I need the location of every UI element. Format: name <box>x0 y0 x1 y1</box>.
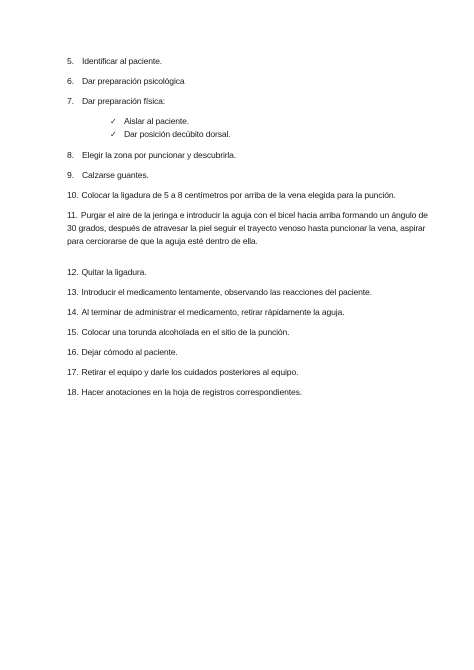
step-text: Quitar la ligadura. <box>81 267 147 277</box>
step-6 <box>67 75 184 88</box>
step-9 <box>67 169 149 182</box>
step-text: Colocar la ligadura de 5 a 8 centímetros por arriba de la vena elegida para la punción. <box>81 190 396 200</box>
step-number: 11. <box>67 210 78 220</box>
step-text: Retirar el equipo y darle los cuidados posteriores al equipo. <box>81 367 299 377</box>
step-number: 14. <box>67 307 79 317</box>
step-8 <box>67 149 236 162</box>
step-number: 18. <box>67 387 79 397</box>
step-16 <box>67 346 178 359</box>
substep-isolate <box>110 115 189 128</box>
step-text: Calzarse guantes. <box>82 170 149 180</box>
step-text: Colocar una torunda alcoholada en el sitio de la punción. <box>81 327 290 337</box>
step-text: Dejar cómodo al paciente. <box>81 347 178 357</box>
step-11 <box>67 209 432 248</box>
step-number: 10. <box>67 190 79 200</box>
step-15 <box>67 326 289 339</box>
step-number: 6. <box>67 76 74 86</box>
substep-text: Dar posición decúbito dorsal. <box>124 129 231 139</box>
step-text: Dar preparación física: <box>82 96 166 106</box>
step-5 <box>67 55 162 68</box>
step-number: 8. <box>67 150 74 160</box>
step-number: 5. <box>67 56 74 66</box>
step-text: Introducir el medicamento lentamente, observando las reacciones del paciente. <box>81 287 372 297</box>
check-icon: ✓ <box>110 130 117 139</box>
step-text: Dar preparación psicológica <box>82 76 185 86</box>
step-13 <box>67 286 372 299</box>
step-18 <box>67 386 302 399</box>
step-number: 15. <box>67 327 79 337</box>
step-text: Purgar el aire de la jeringa e introducir la aguja con el bicel hacia arriba formando un ángulo de 30 grados, después de atravesar la piel seguir el trayecto venoso hasta puncionar la vena, aspirar para cerciorarse de que la aguja esté dentro de ella. <box>67 210 428 246</box>
step-10 <box>67 189 396 202</box>
step-12 <box>67 266 146 279</box>
substep-text: Aislar al paciente. <box>124 116 189 126</box>
step-text: Identificar al paciente. <box>82 56 163 66</box>
step-number: 7. <box>67 96 74 106</box>
step-number: 16. <box>67 347 79 357</box>
step-number: 9. <box>67 170 74 180</box>
step-number: 13. <box>67 287 79 297</box>
step-number: 17. <box>67 367 79 377</box>
step-number: 12. <box>67 267 79 277</box>
step-7 <box>67 95 165 108</box>
check-icon: ✓ <box>110 117 117 126</box>
step-text: Elegir la zona por puncionar y descubrirla. <box>82 150 237 160</box>
substep-position <box>110 128 230 141</box>
step-14 <box>67 306 344 319</box>
step-text: Hacer anotaciones en la hoja de registros correspondientes. <box>81 387 302 397</box>
step-17 <box>67 366 298 379</box>
step-text: Al terminar de administrar el medicamento, retirar rápidamente la aguja. <box>81 307 345 317</box>
